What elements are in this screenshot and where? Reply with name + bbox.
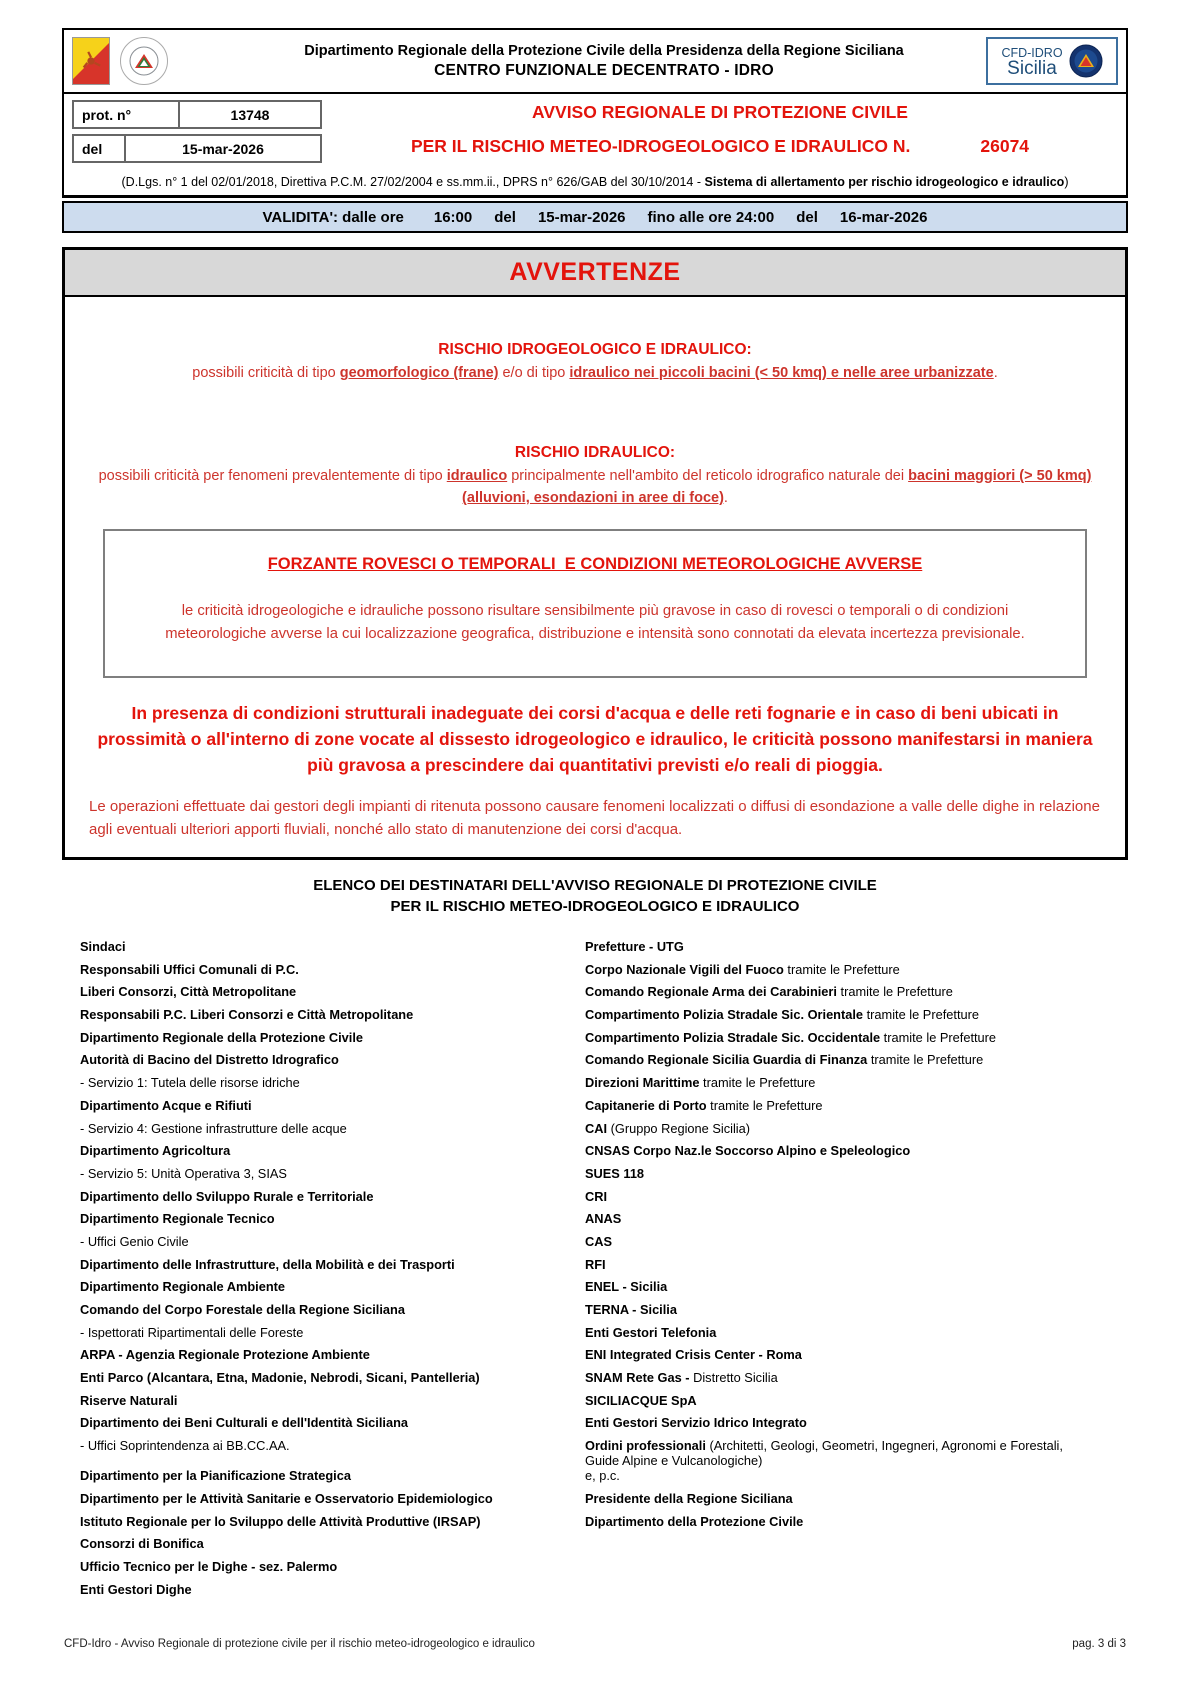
recipients-row bbox=[80, 1302, 1128, 1325]
list-item-right: Dipartimento della Protezione Civile bbox=[585, 1513, 804, 1529]
protocol-number-row bbox=[72, 100, 322, 129]
list-item-right: ANAS bbox=[585, 1211, 622, 1227]
list-item-left: Responsabili P.C. Liberi Consorzi e Città Metropolitane bbox=[80, 1007, 414, 1023]
list-item-left: Consorzi di Bonifica bbox=[80, 1536, 204, 1552]
list-item-right: Enti Gestori Servizio Idrico Integrato bbox=[585, 1415, 807, 1431]
list-item-right: Capitanerie di Porto tramite le Prefetture bbox=[585, 1097, 823, 1113]
document-page bbox=[62, 28, 1128, 1604]
footer-page-number: pag. 3 di 3 bbox=[1072, 1638, 1126, 1650]
list-item-left: Riserve Naturali bbox=[80, 1392, 178, 1408]
list-item-left: Autorità di Bacino del Distretto Idrografico bbox=[80, 1052, 339, 1068]
recipients-row bbox=[80, 1468, 1128, 1491]
list-item-right: Presidente della Regione Siciliana bbox=[585, 1490, 793, 1506]
recipients-row bbox=[80, 1514, 1128, 1537]
protocol-block bbox=[72, 100, 322, 168]
avvertenze-band bbox=[65, 250, 1125, 297]
recipients-row bbox=[80, 1438, 1128, 1468]
list-item-right: Corpo Nazionale Vigili del Fuoco tramite le Prefetture bbox=[585, 961, 900, 977]
avvertenze-title: AVVERTENZE bbox=[509, 258, 681, 286]
list-item-right: RFI bbox=[585, 1256, 606, 1272]
centro-funzionale-line: CENTRO FUNZIONALE DECENTRATO - IDRO bbox=[434, 62, 774, 79]
forzante-paragraph: le criticità idrogeologiche e idrauliche possono risultare sensibilmente più gravose in caso di rovesci o temporali o di condizioni meteorologiche avverse la cui localizzazione geografica, distribuzione e intensità sono connotati da elevata incertezza previsionale. bbox=[165, 603, 1025, 642]
regione-siciliana-flag-icon bbox=[72, 37, 110, 85]
list-item-right: e, p.c. bbox=[585, 1468, 620, 1484]
list-item-left: Ufficio Tecnico per le Dighe - sez. Palermo bbox=[80, 1558, 338, 1574]
cfd-idro-label: CFD-IDRO bbox=[1001, 46, 1063, 60]
list-item-left: Liberi Consorzi, Città Metropolitane bbox=[80, 984, 297, 1000]
validity-from-date: 15-mar-2026 bbox=[537, 208, 626, 226]
list-item-left: Comando del Corpo Forestale della Regione Siciliana bbox=[80, 1302, 405, 1317]
cfd-idro-logo-text bbox=[1001, 46, 1063, 79]
list-item-right: Direzioni Marittime tramite le Prefetture bbox=[585, 1075, 816, 1091]
avvertenze-box bbox=[62, 247, 1128, 860]
validity-from-time: 16:00 bbox=[433, 208, 473, 226]
validity-to-date: 16-mar-2026 bbox=[839, 208, 928, 226]
list-item-right: CAS bbox=[585, 1233, 613, 1249]
protocol-date-row bbox=[72, 134, 322, 163]
recipients-row bbox=[80, 1143, 1128, 1166]
list-item-right: SNAM Rete Gas - Distretto Sicilia bbox=[585, 1370, 778, 1386]
recipients-row bbox=[80, 962, 1128, 985]
avvertenze-content bbox=[65, 341, 1125, 841]
forzante-box bbox=[103, 529, 1087, 678]
list-item-left: - Uffici Soprintendenza ai BB.CC.AA. bbox=[80, 1438, 290, 1454]
list-item-left: - Servizio 4: Gestione infrastrutture delle acque bbox=[80, 1120, 347, 1136]
rischio-idrogeologico-title: RISCHIO IDROGEOLOGICO E IDRAULICO: bbox=[438, 341, 752, 358]
law-reference-line bbox=[64, 168, 1126, 195]
notice-title-line2-text: PER IL RISCHIO METEO-IDROGEOLOGICO E IDRAULICO N. bbox=[410, 136, 911, 156]
recipients-row bbox=[80, 1370, 1128, 1393]
list-item-right: CNSAS Corpo Naz.le Soccorso Alpino e Speleologico bbox=[585, 1143, 911, 1159]
list-item-left: Dipartimento Regionale della Protezione Civile bbox=[80, 1029, 364, 1045]
validity-del2: del bbox=[796, 208, 818, 226]
triskelion-icon bbox=[80, 50, 102, 72]
list-item-right: Prefetture - UTG bbox=[585, 939, 684, 954]
list-item-left: ARPA - Agenzia Regionale Protezione Ambiente bbox=[80, 1347, 370, 1363]
header-top-row bbox=[64, 30, 1126, 94]
recipients-row bbox=[80, 1189, 1128, 1212]
protezione-civile-nazionale-logo-icon bbox=[120, 37, 168, 85]
forzante-title: FORZANTE ROVESCI O TEMPORALI E CONDIZIONI METEOROLOGICHE AVVERSE bbox=[267, 555, 923, 573]
law-prefix: (D.Lgs. n° 1 del 02/01/2018, Direttiva P.C.M. 27/02/2004 e ss.mm.ii., DPRS n° 626/GAB del 30/10/2014 - bbox=[121, 175, 705, 189]
recipients-row bbox=[80, 939, 1128, 962]
header-titles bbox=[222, 41, 986, 81]
recipients-row bbox=[80, 1257, 1128, 1280]
recipients-row bbox=[80, 1211, 1128, 1234]
del-value: 15-mar-2026 bbox=[182, 140, 264, 157]
recipients-list-title bbox=[62, 875, 1128, 917]
recipients-row bbox=[80, 1582, 1128, 1605]
list-item-right: Enti Gestori Telefonia bbox=[585, 1324, 717, 1340]
notice-title-block bbox=[322, 100, 1118, 168]
recipients-row bbox=[80, 1052, 1128, 1075]
recipients-row bbox=[80, 1393, 1128, 1416]
recipients-row bbox=[80, 1098, 1128, 1121]
list-item-right: CRI bbox=[585, 1188, 608, 1204]
list-item-left: Enti Gestori Dighe bbox=[80, 1581, 192, 1597]
list-item-right: ENEL - Sicilia bbox=[585, 1279, 668, 1295]
prot-label: prot. n° bbox=[74, 102, 180, 127]
rischio-idraulico-title: RISCHIO IDRAULICO: bbox=[514, 444, 676, 461]
recipients-row bbox=[80, 1415, 1128, 1438]
list-item-left: - Ispettorati Ripartimentali delle Foreste bbox=[80, 1324, 304, 1340]
law-suffix: ) bbox=[1064, 175, 1069, 189]
list-item-left: Sindaci bbox=[80, 939, 126, 954]
recipients-title-line2: PER IL RISCHIO METEO-IDROGEOLOGICO E IDRAULICO bbox=[390, 898, 800, 915]
validity-del1: del bbox=[494, 208, 516, 226]
list-item-right: Compartimento Polizia Stradale Sic. Orientale tramite le Prefetture bbox=[585, 1007, 979, 1023]
dams-operations-paragraph: Le operazioni effettuate dai gestori degli impianti di ritenuta possono causare fenomeni localizzati o diffusi di esondazione a valle delle dighe in relazione agli eventuali ulteriori apporti fluviali, nonché allo stato di manutenzione dei corsi d'acqua. bbox=[89, 798, 1100, 838]
recipients-row bbox=[80, 1347, 1128, 1370]
list-item-left: - Servizio 1: Tutela delle risorse idriche bbox=[80, 1075, 300, 1091]
recipients-row bbox=[80, 1491, 1128, 1514]
header bbox=[62, 28, 1128, 198]
recipients-list bbox=[62, 939, 1128, 1604]
structural-conditions-paragraph: In presenza di condizioni strutturali inadeguate dei corsi d'acqua e delle reti fognarie e in caso di beni ubicati in prossimità o all'interno di zone vocate al dissesto idrogeologico e idraulico, le criticità possono manifestarsi in maniera più gravosa a prescindere dai quantitativi previsti e/o reali di pioggia. bbox=[97, 703, 1093, 775]
list-item-left: - Uffici Genio Civile bbox=[80, 1233, 189, 1249]
list-item-right: Ordini professionali (Architetti, Geologi, Geometri, Ingegneri, Agronomi e Forestali, Guide Alpine e Vulcanologiche) bbox=[585, 1438, 1063, 1469]
recipients-row bbox=[80, 1325, 1128, 1348]
validity-to-label: fino alle ore 24:00 bbox=[647, 208, 775, 226]
list-item-left: Enti Parco (Alcantara, Etna, Madonie, Nebrodi, Sicani, Pantelleria) bbox=[80, 1370, 480, 1386]
del-label: del bbox=[74, 136, 126, 161]
validity-bar bbox=[62, 201, 1128, 233]
recipients-row bbox=[80, 1075, 1128, 1098]
recipients-row bbox=[80, 1030, 1128, 1053]
header-mid-row bbox=[64, 94, 1126, 168]
list-item-left: - Servizio 5: Unità Operativa 3, SIAS bbox=[80, 1165, 287, 1181]
list-item-left: Dipartimento per la Pianificazione Strategica bbox=[80, 1468, 351, 1484]
rischio-idrogeologico-paragraph: possibili criticità di tipo geomorfologico (frane) e/o di tipo idraulico nei piccoli bacini (< 50 kmq) e nelle aree urbanizzate. bbox=[192, 365, 998, 381]
cfd-idro-sicilia-logo bbox=[986, 37, 1118, 85]
list-item-right: Comando Regionale Arma dei Carabinieri tramite le Prefetture bbox=[585, 984, 953, 1000]
prot-value: 13748 bbox=[230, 106, 270, 123]
recipients-row bbox=[80, 1536, 1128, 1559]
list-item-left: Dipartimento Regionale Tecnico bbox=[80, 1211, 275, 1227]
page-footer bbox=[64, 1638, 1126, 1650]
notice-title-line1: AVVISO REGIONALE DI PROTEZIONE CIVILE bbox=[532, 102, 908, 122]
recipients-row bbox=[80, 1007, 1128, 1030]
list-item-right: TERNA - Sicilia bbox=[585, 1302, 677, 1317]
list-item-left: Dipartimento per le Attività Sanitarie e Osservatorio Epidemiologico bbox=[80, 1490, 493, 1506]
cfd-sicilia-label: Sicilia bbox=[1007, 58, 1057, 79]
list-item-left: Dipartimento dei Beni Culturali e dell'Identità Siciliana bbox=[80, 1415, 409, 1431]
list-item-left: Responsabili Uffici Comunali di P.C. bbox=[80, 961, 299, 977]
recipients-row bbox=[80, 1279, 1128, 1302]
recipients-row bbox=[80, 984, 1128, 1007]
list-item-right: Compartimento Polizia Stradale Sic. Occidentale tramite le Prefetture bbox=[585, 1029, 997, 1045]
cfd-emblem-icon bbox=[1069, 44, 1103, 78]
list-item-left: Dipartimento Regionale Ambiente bbox=[80, 1279, 286, 1295]
recipients-row bbox=[80, 1234, 1128, 1257]
list-item-left: Istituto Regionale per lo Sviluppo delle Attività Produttive (IRSAP) bbox=[80, 1513, 481, 1529]
list-item-right: Comando Regionale Sicilia Guardia di Finanza tramite le Prefetture bbox=[585, 1052, 984, 1068]
list-item-left: Dipartimento Acque e Rifiuti bbox=[80, 1097, 252, 1113]
list-item-right: SUES 118 bbox=[585, 1165, 645, 1181]
recipients-row bbox=[80, 1121, 1128, 1144]
list-item-right: SICILIACQUE SpA bbox=[585, 1392, 697, 1408]
rischio-idraulico-paragraph: possibili criticità per fenomeni prevalentemente di tipo idraulico principalmente nell'ambito del reticolo idrografico naturale dei bacini maggiori (> 50 kmq) (alluvioni, esondazioni in aree di foce). bbox=[98, 468, 1092, 506]
department-line: Dipartimento Regionale della Protezione Civile della Presidenza della Regione Siciliana bbox=[304, 43, 904, 59]
validity-label: VALIDITA': dalle ore bbox=[262, 208, 404, 226]
list-item-left: Dipartimento Agricoltura bbox=[80, 1143, 231, 1159]
list-item-left: Dipartimento dello Sviluppo Rurale e Territoriale bbox=[80, 1188, 374, 1204]
list-item-right: ENI Integrated Crisis Center - Roma bbox=[585, 1347, 802, 1363]
list-item-right: CAI (Gruppo Regione Sicilia) bbox=[585, 1120, 751, 1136]
header-logos bbox=[72, 37, 222, 85]
notice-title-line2 bbox=[322, 136, 1118, 157]
list-item-left: Dipartimento delle Infrastrutture, della Mobilità e dei Trasporti bbox=[80, 1256, 455, 1272]
recipients-row bbox=[80, 1559, 1128, 1582]
notice-number: 26074 bbox=[980, 136, 1030, 156]
law-bold: Sistema di allertamento per rischio idrogeologico e idraulico bbox=[704, 175, 1065, 189]
recipients-title-line1: ELENCO DEI DESTINATARI DELL'AVVISO REGIONALE DI PROTEZIONE CIVILE bbox=[313, 877, 877, 894]
footer-left-text: CFD-Idro - Avviso Regionale di protezione civile per il rischio meteo-idrogeologico e idraulico bbox=[64, 1638, 535, 1650]
recipients-row bbox=[80, 1166, 1128, 1189]
